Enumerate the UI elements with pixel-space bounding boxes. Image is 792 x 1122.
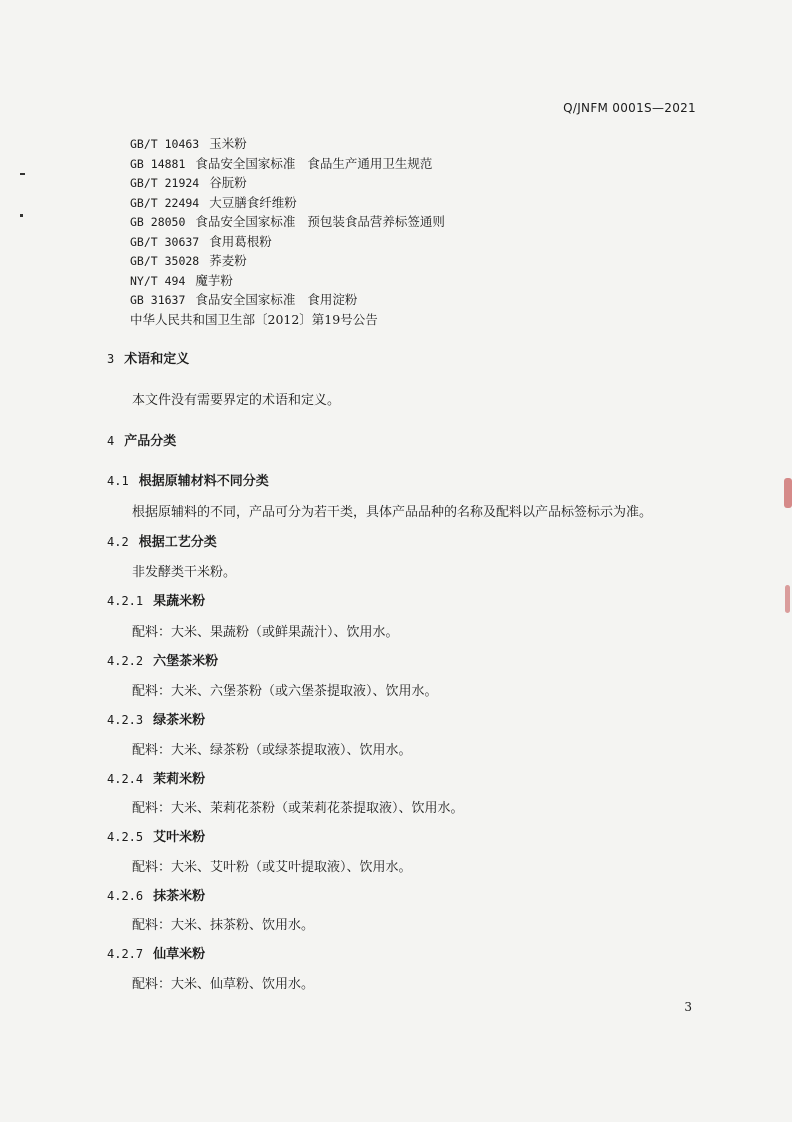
- product-ingredients: 配料：大米、艾叶粉（或艾叶提取液）、饮用水。: [132, 860, 412, 875]
- section-title: 茉莉米粉: [153, 772, 206, 787]
- product-heading: [107, 826, 205, 845]
- reference-code: GB/T 21924: [130, 176, 200, 190]
- reference-name: 食品安全国家标准: [195, 214, 296, 229]
- reference-code: GB/T 22494: [130, 195, 200, 210]
- product-heading: [107, 650, 218, 669]
- reference-item: [130, 232, 445, 252]
- section-title: 根据工艺分类: [138, 535, 217, 550]
- section-title: 术语和定义: [124, 352, 190, 367]
- reference-item: [130, 134, 445, 154]
- subsection-heading-4-1: [107, 470, 269, 489]
- product-ingredients: 配料：大米、茉莉花茶粉（或茉莉花茶提取液）、饮用水。: [132, 801, 464, 816]
- section-number: 4.2.5: [107, 830, 144, 844]
- section-title: 产品分类: [124, 434, 177, 449]
- reference-item: [130, 290, 445, 310]
- section-body: 根据原辅料的不同，产品可分为若干类，具体产品品种的名称及配料以产品标签标示为准。: [132, 505, 653, 520]
- reference-code: GB/T 30637: [130, 234, 200, 249]
- reference-item: [130, 212, 445, 232]
- reference-name: 谷朊粉: [209, 175, 247, 190]
- reference-code: GB 14881: [130, 156, 186, 171]
- reference-name: 食品安全国家标准: [195, 155, 296, 171]
- scan-dot-mark: [20, 173, 25, 175]
- section-number: 4.2.1: [107, 594, 144, 608]
- product-ingredients: 配料：大米、绿茶粉（或绿茶提取液）、饮用水。: [132, 743, 412, 758]
- reference-item: [130, 310, 445, 330]
- section-number: 4.2.3: [107, 713, 144, 727]
- section-number: 4.2.2: [107, 654, 144, 668]
- reference-list: [130, 134, 445, 329]
- section-title: 艾叶米粉: [153, 830, 206, 845]
- section-number: 4.2.4: [107, 772, 144, 786]
- section-title: 抹茶米粉: [153, 889, 206, 904]
- section-number: 4: [107, 434, 115, 448]
- product-heading: [107, 709, 205, 728]
- reference-name: 食品安全国家标准: [195, 292, 296, 307]
- section-number: 4.2.6: [107, 889, 144, 903]
- reference-name: 大豆膳食纤维粉: [209, 194, 297, 210]
- reference-extra: 食品生产通用卫生规范: [307, 155, 433, 171]
- reference-item: [130, 193, 445, 213]
- reference-extra: 食用淀粉: [307, 292, 358, 307]
- reference-name: 玉米粉: [209, 136, 247, 151]
- seal-fragment-mark: [784, 478, 792, 508]
- reference-name: 食用葛根粉: [209, 233, 272, 249]
- section-title: 果蔬米粉: [153, 594, 206, 609]
- reference-code: GB/T 35028: [130, 254, 200, 268]
- product-ingredients: 配料：大米、抹茶粉、饮用水。: [132, 918, 315, 933]
- section-heading-3: [107, 348, 189, 367]
- product-heading: [107, 885, 205, 904]
- product-ingredients: 配料：大米、六堡茶粉（或六堡茶提取液）、饮用水。: [132, 684, 438, 699]
- reference-item: [130, 173, 445, 193]
- product-ingredients: 配料：大米、仙草粉、饮用水。: [132, 977, 315, 992]
- reference-name: 中华人民共和国卫生部〔2012〕第19号公告: [130, 311, 378, 327]
- product-heading: [107, 943, 205, 962]
- reference-name: 荞麦粉: [209, 253, 247, 268]
- product-ingredients: 配料：大米、果蔬粉（或鲜果蔬汁）、饮用水。: [132, 625, 399, 640]
- seal-fragment-mark: [785, 585, 790, 613]
- section-number: 4.2: [107, 535, 129, 549]
- section-title: 六堡茶米粉: [153, 654, 219, 669]
- section-number: 4.1: [107, 474, 129, 488]
- reference-code: NY/T 494: [130, 273, 186, 288]
- reference-item: [130, 271, 445, 291]
- product-heading: [107, 768, 205, 787]
- section-number: 4.2.7: [107, 947, 144, 961]
- subsection-heading-4-2: [107, 531, 217, 550]
- section-body: 本文件没有需要界定的术语和定义。: [132, 393, 341, 408]
- document-code: Q/JNFM 0001S—2021: [563, 101, 696, 115]
- reference-code: GB/T 10463: [130, 137, 200, 151]
- section-title: 绿茶米粉: [153, 713, 206, 728]
- section-heading-4: [107, 430, 176, 449]
- reference-item: [130, 154, 445, 174]
- reference-extra: 预包装食品营养标签通则: [307, 214, 445, 229]
- reference-code: GB 31637: [130, 293, 186, 307]
- reference-code: GB 28050: [130, 215, 186, 229]
- section-title: 仙草米粉: [153, 947, 206, 962]
- product-heading: [107, 590, 205, 609]
- section-title: 根据原辅材料不同分类: [138, 474, 269, 489]
- section-body: 非发酵类干米粉。: [132, 565, 237, 580]
- reference-item: [130, 251, 445, 271]
- section-number: 3: [107, 352, 115, 366]
- reference-name: 魔芋粉: [195, 272, 233, 288]
- scan-dot-mark: [20, 214, 23, 217]
- page-number: 3: [684, 1000, 692, 1014]
